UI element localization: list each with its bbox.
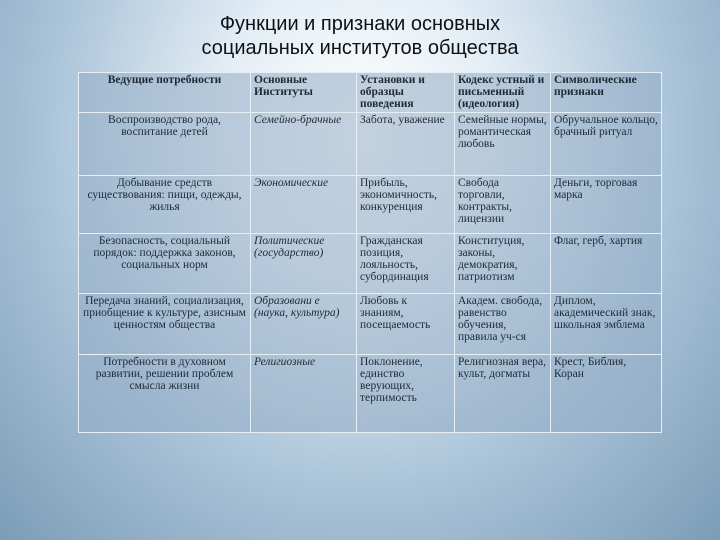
cell-attitudes: Гражданская позиция, лояльность, субординация [357, 233, 455, 293]
header-attitudes: Установки и образцы поведения [357, 73, 455, 113]
cell-code: Семейные нормы, романтическая любовь [455, 112, 551, 175]
cell-need: Безопасность, социальный порядок: поддержка законов, социальных норм [79, 233, 251, 293]
table-row [79, 175, 662, 233]
cell-symbols: Деньги, торговая марка [551, 175, 662, 233]
header-code: Кодекс устный и письменный (идеология) [455, 73, 551, 113]
cell-symbols: Обручальное кольцо, брачный ритуал [551, 112, 662, 175]
table-row [79, 112, 662, 175]
table-header-row [79, 73, 662, 113]
cell-symbols: Крест, Библия, Коран [551, 354, 662, 432]
cell-institution: Религиозные [251, 354, 357, 432]
institutions-table [78, 72, 662, 433]
slide-title [0, 12, 720, 60]
cell-symbols: Диплом, академический знак, школьная эмблема [551, 293, 662, 354]
cell-institution: Образовани е (наука, культура) [251, 293, 357, 354]
cell-need: Воспроизводство рода, воспитание детей [79, 112, 251, 175]
cell-code: Свобода торговли, контракты, лицензии [455, 175, 551, 233]
cell-need: Потребности в духовном развитии, решении проблем смысла жизни [79, 354, 251, 432]
cell-institution: Политические (государство) [251, 233, 357, 293]
title-line-1: Функции и признаки основных [219, 13, 501, 35]
table-row [79, 354, 662, 432]
cell-symbols: Флаг, герб, хартия [551, 233, 662, 293]
cell-attitudes: Поклонение, единство верующих, терпимость [357, 354, 455, 432]
title-line-2: социальных институтов общества [201, 37, 519, 59]
cell-code: Религиозная вера, культ, догматы [455, 354, 551, 432]
cell-need: Добывание средств существования: пищи, одежды, жилья [79, 175, 251, 233]
cell-attitudes: Забота, уважение [357, 112, 455, 175]
cell-attitudes: Прибыль, экономичность, конкуренция [357, 175, 455, 233]
cell-institution: Экономические [251, 175, 357, 233]
cell-code: Академ. свобода, равенство обучения, правила уч-ся [455, 293, 551, 354]
table-row [79, 233, 662, 293]
cell-code: Конституция, законы, демократия, патриотизм [455, 233, 551, 293]
cell-attitudes: Любовь к знаниям, посещаемость [357, 293, 455, 354]
cell-need: Передача знаний, социализация, приобщение к культуре, азисным ценностям общества [79, 293, 251, 354]
header-needs: Ведущие потребности [79, 73, 251, 113]
header-institutions: Основные Институты [251, 73, 357, 113]
header-symbols: Символические признаки [551, 73, 662, 113]
table-row [79, 293, 662, 354]
cell-institution: Семейно-брачные [251, 112, 357, 175]
